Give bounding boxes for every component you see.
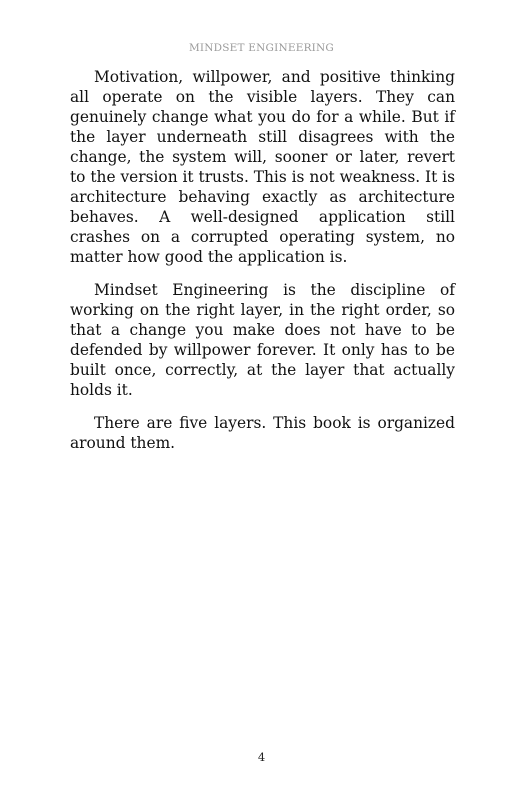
paragraph-2: Mindset Engineering is the discipline of working on the right layer, in the right order, so that a change you make does not have to be defended by willpower forever. It only has to be built once, correctly, at the layer that actually holds it.	[70, 281, 455, 399]
page-number: 4	[257, 750, 266, 764]
running-header: MINDSET ENGINEERING	[188, 42, 335, 54]
paragraph-1: Motivation, willpower, and positive thinking all operate on the visible layers. They can genuinely change what you do for a while. But if the layer underneath still disagrees with the change, the system will, sooner or later, revert to the version it trusts. This is not weakness. It is architecture behaving exactly as architecture behaves. A well-designed application still crashes on a corrupted operating system, no matter how good the application is.	[70, 68, 455, 266]
paragraph-3: There are five layers. This book is organized around them.	[70, 414, 455, 452]
body-text	[70, 67, 455, 466]
